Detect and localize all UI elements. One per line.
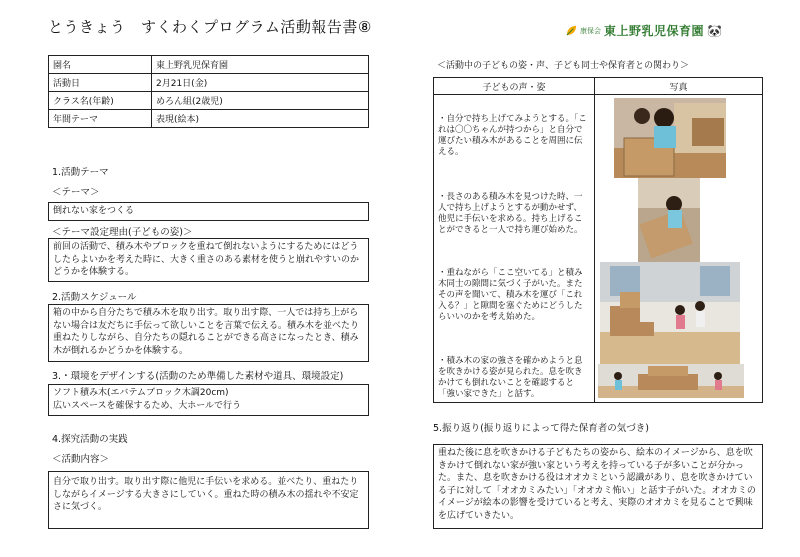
table-row: [49, 74, 369, 92]
section5-heading: 5.振り返り(振り返りによって得た保育者の気づき): [433, 423, 649, 434]
leaf-logo-icon: [566, 25, 577, 36]
info-table: [48, 55, 369, 128]
info-value: 東上野乳児保育園: [152, 56, 369, 74]
info-label: 年間テーマ: [49, 110, 152, 128]
reflection-box: 重ねた後に息を吹きかける子どもたちの姿から、絵本のイメージから、息を吹きかけて倒れない家が強い家という考えを持っている子が多いことが分かった。また、息を吹きかける役はオオカミという認識があり、息を吹きかけている子に対して「オオカミみたい」「オオカミ怖い」と話す子がいた。オオカミのイメージが絵本の影響を受けていると考え、実際のオオカミを見ることで興味を広げていきたい。: [433, 444, 763, 529]
observations-caption: ＜活動中の子どもの姿・声、子ども同士や保育者との関わり＞: [437, 61, 690, 71]
observation-text-3: ・重ねながら「ここ空いてる」と積み木同士の隙間に気づく子がいた。またその声を聞いて、積み木を運び「これ入る？」と隙間を塞ぐためにどうしたらいいのかを考え始めた。: [438, 268, 583, 322]
observations-header: [434, 78, 762, 95]
info-value: めろん組(2歳児): [152, 92, 369, 110]
environment-box: ソフト積み木(エバテムブロック木調20cm) 広いスペースを確保するため、大ホールで行う: [48, 384, 369, 416]
page-title: とうきょう すくわくプログラム活動報告書⑧: [48, 18, 372, 36]
table-row: [49, 110, 369, 128]
theme-box: 倒れない家をつくる: [48, 202, 369, 221]
info-label: 活動日: [49, 74, 152, 92]
nursery-brand: [566, 22, 722, 39]
info-label: クラス名(年齢): [49, 92, 152, 110]
reason-label: ＜テーマ設定理由(子どもの姿)＞: [52, 227, 193, 238]
info-label: 園名: [49, 56, 152, 74]
photo-4: [598, 364, 744, 398]
schedule-box: 箱の中から自分たちで積み木を取り出す。取り出す際、一人では持ち上がらない場合は友だちに手伝って欲しいことを言葉で伝える。積み木を並べたり重ねたりしながら、自分たちの隠れることができる高さになったとき、積み木が倒れるかどうかを体験する。: [48, 304, 369, 362]
observations-table: [433, 77, 763, 403]
reason-box: 前回の活動で、積み木やブロックを重ねて倒れないようにするためにはどうしたらよいかを考えた時に、大きく重さのある素材を使うと崩れやすいのかどうかを体験する。: [48, 238, 369, 282]
practice-box: 自分で取り出す。取り出す際に他児に手伝いを求める。並べたり、重ねたりしながらイメージする大きさにしていく。重ねた時の積み木の揺れや不安定さに気づく。: [48, 471, 369, 529]
photo-2: [638, 178, 700, 262]
photo-3: [600, 262, 740, 364]
table-row: [49, 92, 369, 110]
panda-icon: 🐼: [707, 23, 722, 38]
photo-1: [614, 98, 726, 178]
theme-label: ＜テーマ＞: [52, 187, 100, 198]
info-value: 2月21日(金): [152, 74, 369, 92]
observation-text-1: ・自分で持ち上げてみようとする。「これは〇〇ちゃんが持つから」と自分で運びたい積み木があることを周囲に伝える。: [438, 114, 587, 157]
column-photo: 写真: [669, 82, 688, 93]
observation-text-2: ・長さのある積み木を見つけた時、一人で持ち上げようとするが動かせず、他児に手伝いを求める。持ち上げることができると一人で持ち運び始めた。: [438, 192, 583, 235]
section4-heading: 4.探究活動の実践: [52, 434, 128, 445]
brand-sub: 康保会: [580, 26, 601, 35]
section3-heading: 3.・環境をデザインする(活動のため準備した素材や道具、環境設定): [52, 371, 344, 382]
table-row: [49, 56, 369, 74]
content-label: ＜活動内容＞: [52, 454, 110, 465]
info-value: 表現(絵本): [152, 110, 369, 128]
section2-heading: 2.活動スケジュール: [52, 292, 137, 303]
column-voice: 子どもの声・姿: [434, 78, 595, 94]
section1-heading: 1.活動テーマ: [52, 167, 109, 178]
observation-text-4: ・積み木の家の強さを確かめようと息を吹きかける姿が見られた。息を吹きかけても倒れないことを確認すると「強い家できた」と話す。: [438, 356, 583, 399]
brand-name: 東上野乳児保育園: [604, 24, 705, 38]
